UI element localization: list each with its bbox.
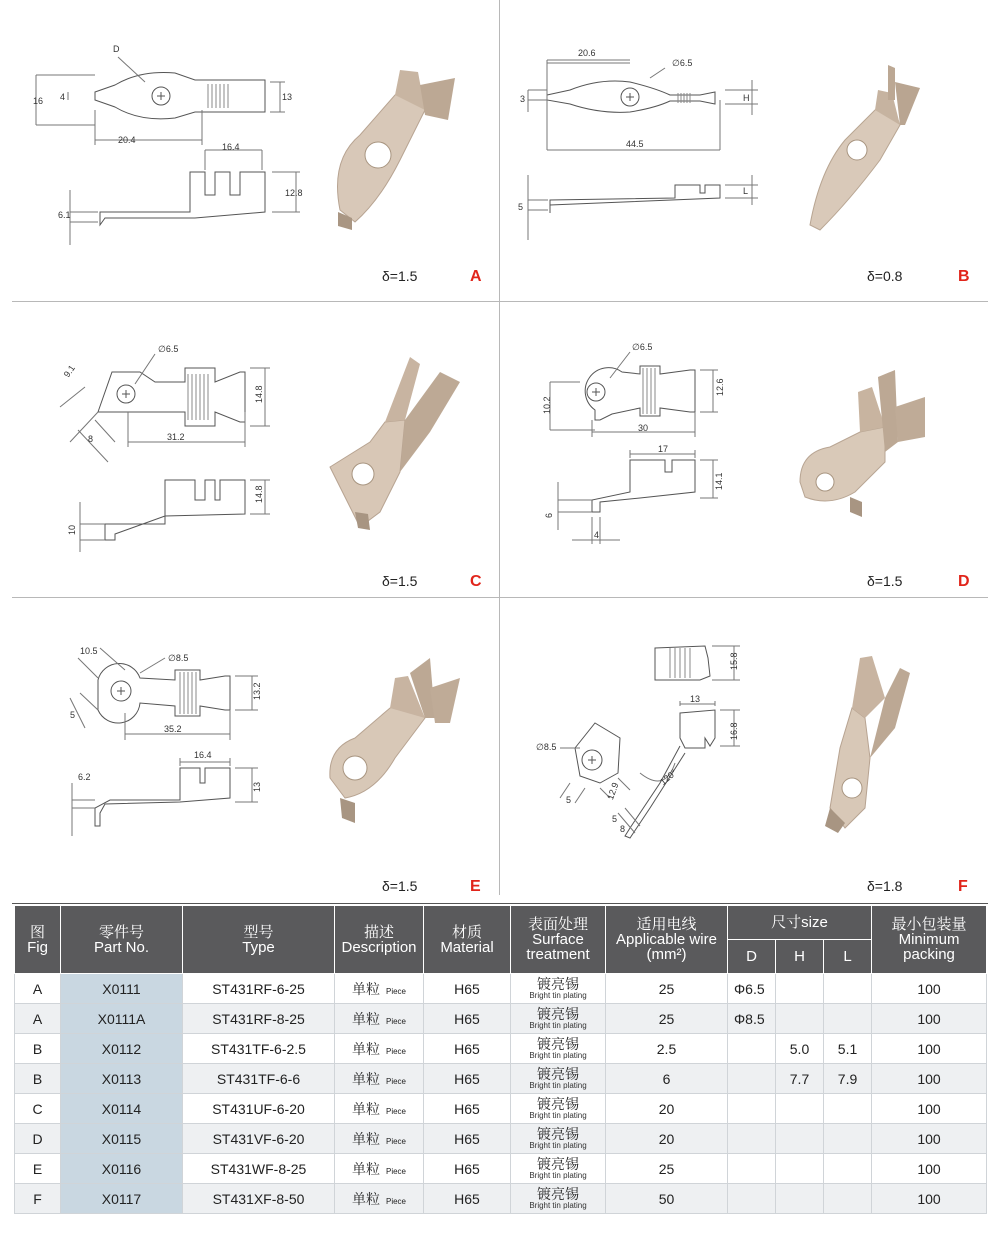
cell-h: [776, 1184, 824, 1214]
col-header-type: 型号 Type: [183, 906, 335, 974]
cell-fig: F: [15, 1184, 61, 1214]
dim-label: 16.4: [194, 750, 212, 760]
table-row: [15, 1154, 987, 1184]
figure-b-drawing: [500, 0, 1000, 298]
figure-a: [0, 0, 500, 298]
desc-cn: 单粒: [351, 1040, 380, 1057]
surf-en: Bright tin plating: [529, 1201, 587, 1210]
cell-d: [728, 1094, 776, 1124]
cell-l: [824, 1184, 872, 1214]
cell-packing: 100: [872, 974, 987, 1004]
cell-packing: 100: [872, 1124, 987, 1154]
cell-d: Φ8.5: [728, 1004, 776, 1034]
surf-en: Bright tin plating: [529, 1111, 587, 1120]
dim-label: 12.9: [605, 781, 621, 802]
desc-cn: 单粒: [351, 1190, 380, 1207]
dim-label: 13.2: [252, 682, 262, 700]
desc-en: Piece: [385, 1076, 406, 1086]
cell-fig: A: [15, 1004, 61, 1034]
cell-h: [776, 974, 824, 1004]
thickness-label: δ=1.8: [867, 878, 903, 894]
surf-cn: 镀亮锡: [537, 1066, 579, 1082]
cell-fig: D: [15, 1124, 61, 1154]
cell-wire: 25: [606, 974, 728, 1004]
cell-part-no: X0112: [61, 1034, 183, 1064]
cell-surface: [511, 1184, 606, 1214]
dim-label: 4: [594, 530, 600, 540]
col-header-l: L: [824, 940, 872, 974]
table-row: [15, 974, 987, 1004]
cell-description: [335, 1064, 424, 1094]
cell-part-no: X0116: [61, 1154, 183, 1184]
dim-label: 8: [88, 434, 94, 444]
cell-l: [824, 974, 872, 1004]
desc-cn: 单粒: [351, 980, 380, 997]
dim-label: 14.1: [714, 472, 724, 490]
cell-h: 7.7: [776, 1064, 824, 1094]
dim-label: 6: [544, 512, 554, 518]
dim-label: 10: [67, 524, 77, 535]
col-header-d: D: [728, 940, 776, 974]
figure-letter: C: [470, 573, 482, 590]
dim-label: ∅6.5: [632, 342, 653, 352]
thickness-label: δ=1.5: [382, 573, 418, 589]
surf-cn: 镀亮锡: [537, 1006, 579, 1022]
dim-label: ∅6.5: [158, 344, 179, 354]
cell-d: [728, 1154, 776, 1184]
cell-material: H65: [424, 1094, 511, 1124]
cell-l: 7.9: [824, 1064, 872, 1094]
dim-label: 10.2: [542, 396, 552, 414]
cell-wire: 6: [606, 1064, 728, 1094]
desc-cn: 单粒: [351, 1130, 380, 1147]
surf-cn: 镀亮锡: [537, 976, 579, 992]
cell-h: [776, 1124, 824, 1154]
cell-fig: B: [15, 1034, 61, 1064]
table-row: [15, 1064, 987, 1094]
dim-label: 16: [33, 96, 44, 106]
cell-fig: E: [15, 1154, 61, 1184]
cell-wire: 20: [606, 1094, 728, 1124]
cell-material: H65: [424, 1064, 511, 1094]
cell-type: ST431VF-6-20: [183, 1124, 335, 1154]
dim-label: 30: [638, 423, 649, 433]
cell-l: [824, 1124, 872, 1154]
figure-b: [500, 0, 1000, 298]
cell-fig: B: [15, 1064, 61, 1094]
cell-h: [776, 1004, 824, 1034]
cell-l: [824, 1094, 872, 1124]
table-row: [15, 1124, 987, 1154]
thickness-label: δ=0.8: [867, 268, 903, 284]
figure-f-drawing: [500, 598, 1000, 896]
cell-description: [335, 1034, 424, 1064]
cell-h: [776, 1094, 824, 1124]
cell-packing: 100: [872, 1034, 987, 1064]
figure-d-drawing: [500, 302, 1000, 600]
dim-label: 5: [612, 814, 618, 824]
cell-type: ST431XF-8-50: [183, 1184, 335, 1214]
table-row: [15, 1034, 987, 1064]
cell-surface: [511, 1064, 606, 1094]
dim-label: 14.8: [254, 485, 264, 503]
col-header-part: 零件号 Part No.: [61, 906, 183, 974]
cell-l: [824, 1154, 872, 1184]
cell-d: [728, 1034, 776, 1064]
dim-label: 10.5: [80, 646, 98, 656]
figure-a-drawing: [0, 0, 500, 298]
dim-label: 4: [60, 92, 66, 102]
surf-cn: 镀亮锡: [537, 1036, 579, 1052]
cell-packing: 100: [872, 1154, 987, 1184]
surf-en: Bright tin plating: [529, 991, 587, 1000]
figure-f: [500, 598, 1000, 896]
dim-label: 35.2: [164, 724, 182, 734]
dim-label: 8: [620, 824, 626, 834]
desc-en: Piece: [385, 1106, 406, 1116]
cell-type: ST431TF-6-2.5: [183, 1034, 335, 1064]
figure-letter: D: [958, 573, 970, 590]
cell-part-no: X0111: [61, 974, 183, 1004]
cell-part-no: X0114: [61, 1094, 183, 1124]
cell-fig: C: [15, 1094, 61, 1124]
table-row: [15, 1004, 987, 1034]
desc-en: Piece: [385, 1166, 406, 1176]
cell-h: 5.0: [776, 1034, 824, 1064]
cell-type: ST431TF-6-6: [183, 1064, 335, 1094]
col-header-description: 描述 Description: [335, 906, 424, 974]
figure-letter: F: [958, 878, 968, 895]
col-header-material: 材质 Material: [424, 906, 511, 974]
spec-table: [14, 905, 987, 1214]
figure-d: [500, 302, 1000, 600]
col-header-fig: 图 Fig: [15, 906, 61, 974]
surf-en: Bright tin plating: [529, 1021, 587, 1030]
cell-l: [824, 1004, 872, 1034]
terminal-photo: [825, 656, 910, 833]
cell-part-no: X0113: [61, 1064, 183, 1094]
figure-e-drawing: [0, 598, 500, 896]
dim-label: L: [743, 186, 749, 196]
cell-wire: 25: [606, 1004, 728, 1034]
figure-c-drawing: [0, 302, 500, 600]
table-body: [15, 974, 987, 1214]
cell-description: [335, 1094, 424, 1124]
thickness-label: δ=1.5: [382, 268, 418, 284]
cell-part-no: X0111A: [61, 1004, 183, 1034]
cell-wire: 50: [606, 1184, 728, 1214]
dim-label: 17: [658, 444, 669, 454]
dim-label: ∅8.5: [168, 653, 189, 663]
cell-packing: 100: [872, 1064, 987, 1094]
dim-label: H: [743, 93, 750, 103]
dim-label: 6.1: [58, 210, 71, 220]
dim-label: 14.8: [254, 385, 264, 403]
dim-label: 15.8: [729, 652, 739, 670]
desc-en: Piece: [385, 1046, 406, 1056]
cell-wire: 25: [606, 1154, 728, 1184]
cell-surface: [511, 1124, 606, 1154]
surf-en: Bright tin plating: [529, 1171, 587, 1180]
surf-cn: 镀亮锡: [537, 1126, 579, 1142]
dim-label: ∅6.5: [672, 58, 693, 68]
cell-wire: 20: [606, 1124, 728, 1154]
dim-label: 12.6: [715, 378, 725, 396]
dim-label: 6.2: [78, 772, 91, 782]
dim-label: D: [113, 44, 120, 54]
surf-cn: 镀亮锡: [537, 1186, 579, 1202]
dim-label: 3: [520, 94, 526, 104]
cell-part-no: X0117: [61, 1184, 183, 1214]
dim-label: 20.6: [578, 48, 596, 58]
surf-cn: 镀亮锡: [537, 1096, 579, 1112]
figure-e: [0, 598, 500, 896]
dim-label: 44.5: [626, 139, 644, 149]
desc-cn: 单粒: [351, 1070, 380, 1087]
surf-cn: 镀亮锡: [537, 1156, 579, 1172]
terminal-photo: [800, 370, 925, 517]
cell-h: [776, 1154, 824, 1184]
dim-label: 13: [282, 92, 293, 102]
col-header-wire: 适用电线 Applicable wire (mm²): [606, 906, 728, 974]
dim-label: 5: [70, 710, 76, 720]
terminal-photo: [810, 65, 920, 230]
cell-surface: [511, 974, 606, 1004]
cell-surface: [511, 1004, 606, 1034]
dim-label: 5: [518, 202, 524, 212]
cell-d: [728, 1184, 776, 1214]
cell-type: ST431RF-6-25: [183, 974, 335, 1004]
figure-letter: B: [958, 268, 970, 285]
cell-material: H65: [424, 1154, 511, 1184]
cell-description: [335, 974, 424, 1004]
dim-label: 13: [252, 781, 262, 792]
figure-letter: A: [470, 268, 482, 285]
cell-description: [335, 1154, 424, 1184]
thickness-label: δ=1.5: [867, 573, 903, 589]
cell-type: ST431WF-8-25: [183, 1154, 335, 1184]
col-header-h: H: [776, 940, 824, 974]
col-header-surface: 表面处理 Surface treatment: [511, 906, 606, 974]
surf-en: Bright tin plating: [529, 1081, 587, 1090]
cell-wire: 2.5: [606, 1034, 728, 1064]
terminal-photo: [330, 658, 460, 823]
cell-material: H65: [424, 1004, 511, 1034]
figure-c: [0, 302, 500, 600]
col-header-size: 尺寸size: [728, 906, 872, 940]
cell-surface: [511, 1034, 606, 1064]
table-top-rule: [12, 903, 988, 904]
cell-l: 5.1: [824, 1034, 872, 1064]
cell-fig: A: [15, 974, 61, 1004]
terminal-photo: [338, 70, 456, 230]
dim-label: ∅8.5: [536, 742, 557, 752]
desc-en: Piece: [385, 1136, 406, 1146]
dim-label: 12.8: [285, 188, 303, 198]
cell-d: [728, 1064, 776, 1094]
surf-en: Bright tin plating: [529, 1051, 587, 1060]
desc-cn: 单粒: [351, 1010, 380, 1027]
dim-label: 13: [690, 694, 701, 704]
terminal-photo: [330, 357, 460, 530]
cell-description: [335, 1124, 424, 1154]
dim-label: 9.1: [61, 363, 78, 380]
table-row: [15, 1184, 987, 1214]
cell-d: Φ6.5: [728, 974, 776, 1004]
thickness-label: δ=1.5: [382, 878, 418, 894]
dim-label: 20.4: [118, 135, 136, 145]
desc-en: Piece: [385, 1016, 406, 1026]
cell-material: H65: [424, 1124, 511, 1154]
surf-en: Bright tin plating: [529, 1141, 587, 1150]
cell-part-no: X0115: [61, 1124, 183, 1154]
cell-d: [728, 1124, 776, 1154]
cell-material: H65: [424, 974, 511, 1004]
figure-letter: E: [470, 878, 481, 895]
cell-surface: [511, 1154, 606, 1184]
desc-cn: 单粒: [351, 1160, 380, 1177]
dim-label: 16.4: [222, 142, 240, 152]
cell-type: ST431UF-6-20: [183, 1094, 335, 1124]
cell-type: ST431RF-8-25: [183, 1004, 335, 1034]
dim-label: 120°: [657, 767, 679, 788]
cell-description: [335, 1184, 424, 1214]
cell-surface: [511, 1094, 606, 1124]
col-header-packing: 最小包装量 Minimum packing: [872, 906, 987, 974]
cell-material: H65: [424, 1184, 511, 1214]
cell-description: [335, 1004, 424, 1034]
cell-packing: 100: [872, 1004, 987, 1034]
cell-packing: 100: [872, 1094, 987, 1124]
desc-en: Piece: [385, 1196, 406, 1206]
table-row: [15, 1094, 987, 1124]
cell-material: H65: [424, 1034, 511, 1064]
dim-label: 16.8: [729, 722, 739, 740]
cell-packing: 100: [872, 1184, 987, 1214]
desc-en: Piece: [385, 986, 406, 996]
dim-label: 5: [566, 795, 572, 805]
dim-label: 31.2: [167, 432, 185, 442]
desc-cn: 单粒: [351, 1100, 380, 1117]
